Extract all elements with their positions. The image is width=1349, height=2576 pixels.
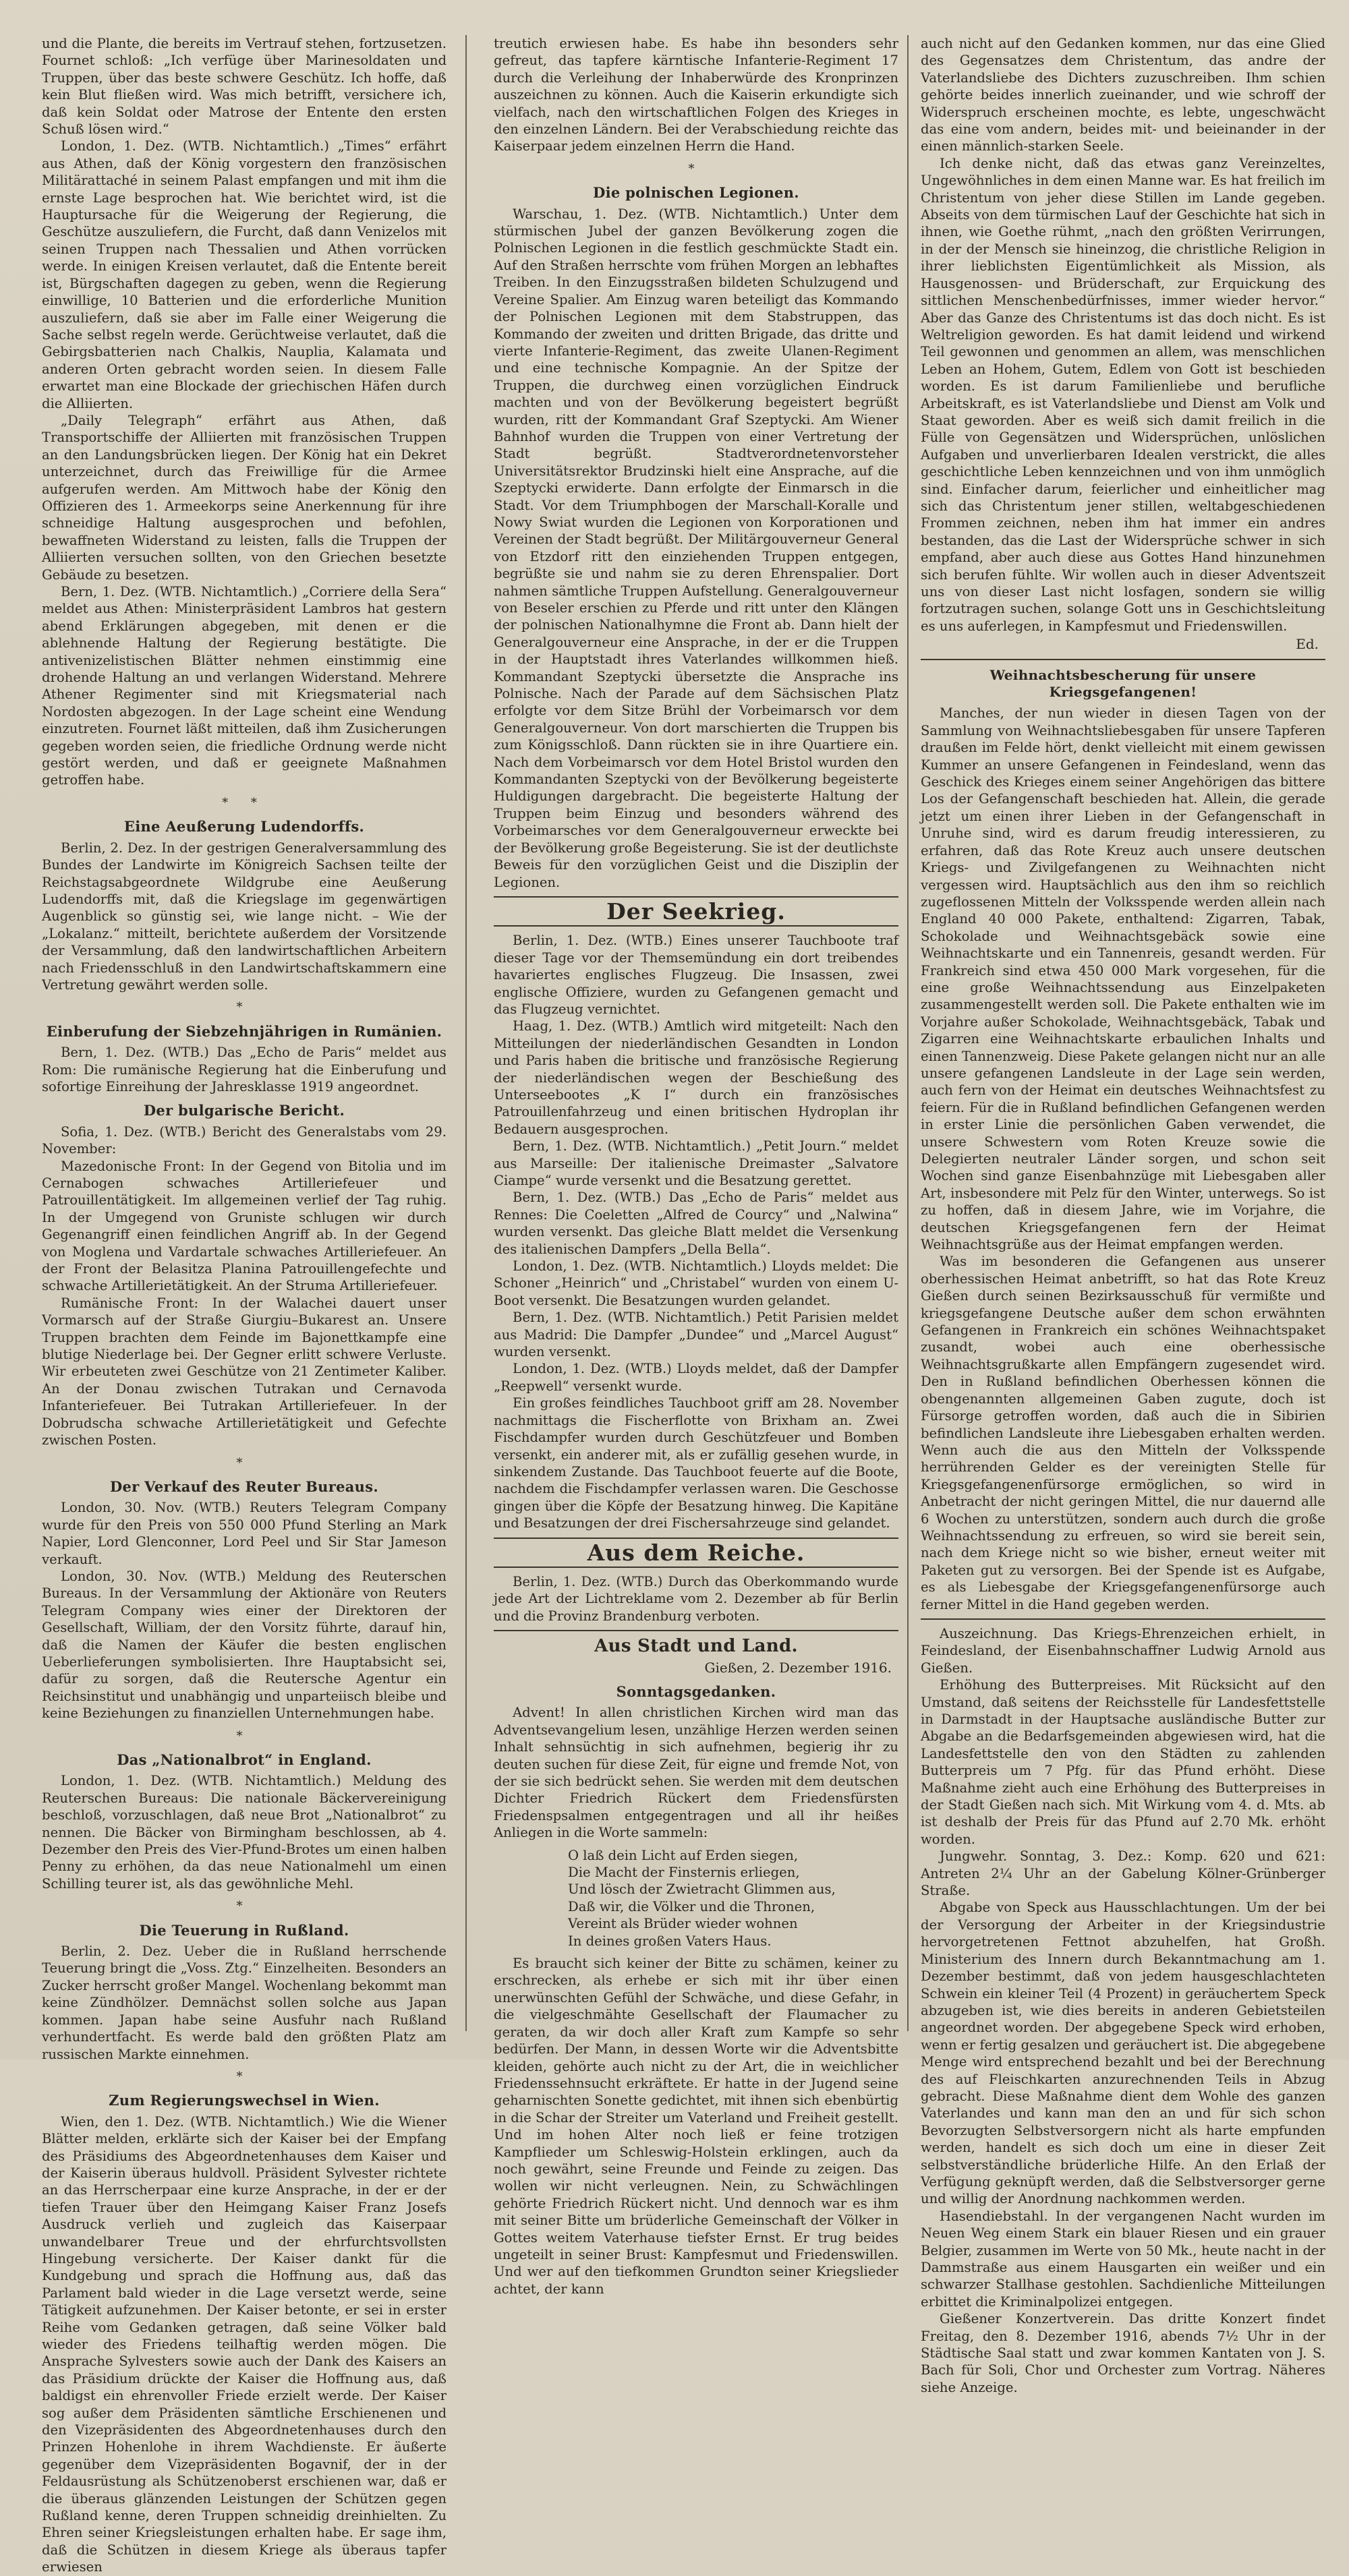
article-paragraph: Advent! In allen christlichen Kirchen wird man das Adventsevangelium lesen, unzählige Herzen werden seinen Inhalt sehnsüchtig in sich aufnehmen, begierig ihr zu deuten suchen für diese Zeit, für eigne und fremde Not, von der sie sich bedrückt sehen. Sie werden mit dem deutschen Dichter Friedrich Rückert dem Friedensfürsten Friedenspsalmen entgegentragen und all ihr heißes Anliegen in die Worte sammeln: — [494, 1705, 898, 1841]
section-rule — [494, 1538, 898, 1539]
headline-nationalbrot: Das „Nationalbrot“ in England. — [117, 1751, 372, 1768]
section-divider: * — [236, 2069, 252, 2084]
article-paragraph: auch nicht auf den Gedanken kommen, nur das eine Glied des Gegensatzes dem Christentum, das andre der Vaterlandsliebe des Dichters zuzuschreiben. Ihm schien gehörte beides innerlich zueinander, und wie schroff der Widerspruch erscheinen mochte, es lebte, ungeschwächt das eine vom andern, beides mit- und beieinander in der einen männlich-starken Seele. — [921, 36, 1325, 154]
article-paragraph: Sofia, 1. Dez. (WTB.) Bericht des Generalstabs vom 29. November: — [42, 1123, 447, 1157]
article-paragraph: Mazedonische Front: In der Gegend von Bitolia und im Cernabogen schwaches Artilleriefeuer und Patrouillentätigkeit. Im allgemeinen verlief der Tag ruhig. In der Umgegend von Gruniste schlugen wir durch Gegenangriff einen feindlichen Angriff ab. In der Gegend von Moglena und Vardartale schwaches Artilleriefeuer. An der Front der Belasitza Planina Patrouillengefechte und schwache Artillerietätigkeit. An der Struma Artilleriefeuer. — [42, 1158, 447, 1294]
section-divider: * — [688, 161, 704, 176]
section-rule — [494, 1630, 898, 1631]
article-paragraph: Bern, 1. Dez. (WTB. Nichtamtlich.) „Corriere della Sera“ meldet aus Athen: Ministerpräsident Lambros hat gestern abend Erklärungen abgegeben, mit denen er die ablehnende Haltung der Regierung bestätigte. Die antivenizelistischen Blätter nehmen einstimmig eine drohende Haltung an und verlangen Widerstand. Mehrere Athener Regimenter sind mit Kriegsmaterial nach Nordosten abgezogen. In der Lage scheint eine Wendung einzutreten. Fournet läßt mitteilen, daß ihm Zusicherungen gegeben worden seien, die friedliche Ordnung werde nicht gestört werden, und daß er geeignete Maßnahmen getroffen habe. — [42, 584, 447, 788]
article-paragraph: Warschau, 1. Dez. (WTB. Nichtamtlich.) Unter dem stürmischen Jubel der ganzen Bevölkerung zogen die Polnischen Legionen in die festlich geschmückte Stadt ein. Auf den Straßen herrschte vom frühen Morgen an lebhaftes Treiben. In den Einzugsstraßen bildeten Schulzugend und Vereine Spalier. Am Einzug waren beteiligt das Kommando der Polnischen Legionen mit dem Stabstruppen, das Kommando der zweiten und dritten Brigade, das dritte und vierte Infanterie-Regiment, das zweite Ulanen-Regiment und eine technische Kompagnie. An der Spitze der Truppen, die durchweg einen vorzüglichen Eindruck machten und von der Bevölkerung begeistert begrüßt wurden, ritt der Kommandant Graf Szeptycki. Am Wiener Bahnhof wurden die Truppen von einer Vertretung der Stadt begrüßt. Stadtverordnetenvorsteher Universitätsrektor Brudzinski hielt eine Ansprache, auf die Szeptycki erwiderte. Dann erfolgte der Einmarsch in die Stadt. Vor dem Triumphbogen der Marschall-Koralle und Nowy Swiat wurden die Legionen von Korporationen und Vereinen der Stadt begrüßt. Der Militärgouverneur General von Etzdorf ritt den einziehenden Truppen entgegen, begrüßte sie und nahm sie zu deren Ehrenspalier. Dort nahmen sämtliche Truppen Aufstellung. Generalgouverneur von Beseler erschien zu Pferde und ritt unter den Klängen der polnischen Nationalhymne die Front ab. Dann hielt der Generalgouverneur eine Ansprache, in der er die Truppen in der Hauptstadt ihres Vaterlandes willkommen hieß. Kommandant Szeptycki übersetzte die Ansprache ins Polnische. Nach der Parade auf dem Sächsischen Platz erfolgte vor dem Sitze Brühl der Vorbeimarsch vor dem Generalgouverneur. Von dort marschierten die Truppen bis zum Königsschloß. Dann rückten sie in ihre Quartiere ein. Nach dem Vorbeimarsch vor dem Hotel Bristol wurden den Kommandanten Szeptycki von der Bevölkerung begeisterte Huldigungen dargebracht. Die begeisterte Haltung der Truppen beim Einzug und besonders während des Vorbeimarsches vor dem Generalgouverneur erweckte bei der Bevölkerung große Begeisterung. Sie ist der deutlichste Beweis für den vorzüglichen Geist und die Disziplin der Legionen. — [494, 206, 898, 890]
section-divider: * * — [222, 795, 266, 810]
section-divider: * — [236, 1899, 252, 1914]
article-paragraph: London, 1. Dez. (WTB. Nichtamtlich.) Meldung des Reuterschen Bureaus: Die nationale Bäckervereinigung beschloß, vorzuschlagen, daß neue Brot „Nationalbrot“ zu nennen. Die Bäcker von Birmingham beschlossen, ab 4. Dezember den Preis des Vier-Pfund-Brotes um einen halben Penny zu erhöhen, da das neue Nationalmehl um einen Schilling teurer ist, als das gewöhnliche Mehl. — [42, 1773, 447, 1892]
article-paragraph: Manches, der nun wieder in diesen Tagen von der Sammlung von Weihnachtsliebesgaben für unsere Tapferen draußen im Felde hört, denkt vielleicht mit einem gewissen Kummer an unsere Gefangenen in Feindesland, wenn das Geschick des Krieges einem seiner Angehörigen das bittere Los der Gefangenschaft beschieden hat. Allein, die gerade jetzt um einen ihrer Lieben in der Gefangenschaft in Unruhe sind, wird es darum freudig interessieren, zu erfahren, daß das Rote Kreuz auch unsere deutschen Kriegs- und Zivilgefangenen zu Weihnachten nicht vergessen wird. Hauptsächlich aus den ihm so reichlich zugeflossenen Mitteln der Volksspende werden allein nach England 40 000 Pakete, enthaltend: Zigarren, Tabak, Schokolade und Weihnachtsgebäck sowie eine Weihnachtskarte und ein Tannenreis, gesandt werden. Für Frankreich sind etwa 450 000 Mark vorgesehen, für die eine große Weihnachtssendung aus Einzelpaketen zusammengestellt werden soll. Die Pakete enthalten wie im Vorjahre außer Schokolade, Weihnachtsgebäck, Tabak und Zigarren eine Weihnachtskarte erbaulichen Inhalts und einen Tannenzweig. Diese Pakete gelangen nicht nur an alle unsere gefangenen Landsleute in der Lage sein werden, auch fern von der Heimat ein deutsches Weihnachtsfest zu feiern. Für die in Rußland befindlichen Gefangenen werden in erster Linie die persönlichen Gaben verwendet, die unsere Schwestern vom Roten Kreuze sowie die Delegierten neutraler Länder sorgen, und schon seit Wochen sind ganze Eisenbahnzüge mit Liebesgaben aller Art, insbesondere mit Pelz für den Winter, unterwegs. So ist zu hoffen, daß in diesem Jahre, wie im Vorjahre, die deutschen Kriegsgefangenen fern der Heimat Weihnachtsgrüße aus der Heimat empfangen werden. — [921, 705, 1325, 1253]
headline-ludendorff: Eine Aeußerung Ludendorffs. — [123, 818, 365, 836]
article-paragraph: Berlin, 1. Dez. (WTB.) Durch das Oberkommando wurde jede Art der Lichtreklame vom 2. Dezember ab für Berlin und die Provinz Brandenburg verboten. — [494, 1573, 898, 1624]
article-paragraph: Wien, den 1. Dez. (WTB. Nichtamtlich.) Wie die Wiener Blätter melden, erklärte sich der Kaiser bei der Empfang des Präsidiums des Abgeordnetenhauses dem Kaiser und der Kaiserin überaus huldvoll. Präsident Sylvester richtete an das Herrscherpaar eine kurze Ansprache, in der er der tiefen Trauer über den Heimgang Kaiser Franz Josefs Ausdruck verlieh und zugleich das Kaiserpaar unwandelbarer Treue und der ehrfurchtsvollsten Hingebung versicherte. Der Kaiser dankt für die Kundgebung und sprach die Hoffnung aus, daß das Parlament bald wieder in die Lage versetzt werde, seine Tätigkeit aufzunehmen. Der Kaiser betonte, er sei in erster Reihe vom Gedanken getragen, daß seine Völker bald wieder des Friedens teilhaftig werden mögen. Die Ansprache Sylvesters sowie auch der Dank des Kaisers an das Präsidium drückte der Kaiser die Hoffnung aus, daß baldigst ein ehrenvoller Friede erzielt werde. Der Kaiser sog außer dem Präsidenten sämtliche Erschienenen und den Vizepräsidenten des Abgeordnetenhauses durch den Prinzen Hohenlohe in ihrem Wachdienste. Er äußerte gegenüber dem Vizepräsidenten Bogavnif, der in der Feldausrüstung als Schützenoberst erschienen war, daß er die überaus glänzenden Leistungen der Schützen gegen Rußland kenne, deren Truppen schneidig dreinhielten. Zu Ehren seiner Kriegsleistungen erhalten habe. Er sage ihm, daß die Schützen in diesem Kriege als überaus tapfer erwiesen — [42, 2113, 447, 2575]
section-rule — [494, 1567, 898, 1568]
article-paragraph: Rumänische Front: In der Walachei dauert unser Vormarsch auf der Straße Giurgiu–Bukarest an. Unsere Truppen brachten dem Feinde im Bajonettkampfe eine blutige Niederlage bei. Der Gegner erlitt schwere Verluste. Wir erbeuteten zwei Geschütze von 21 Zentimeter Kaliber. An der Donau zwischen Tutrakan und Cernavoda Infanteriefeuer. Bei Tutrakan Artilleriefeuer. In der Dobrudscha schwache Artillerietätigkeit und Gefechte zwischen Posten. — [42, 1295, 447, 1448]
article-paragraph: London, 1. Dez. (WTB. Nichtamtlich.) „Times“ erfährt aus Athen, daß der König vorgestern den französischen Militärattaché in seinem Palast empfangen und mit ihm die ernste Lage besprochen hat. Wie berichtet wird, ist die Hauptursache für die Weigerung der Regierung, die Geschütze auszuliefern, die Furcht, daß dann Venizelos mit seinen Truppen nach Thessalien und Athen vorrücken werde. In einigen Kreisen verlautet, daß die Entente bereit ist, Bürgschaften dagegen zu geben, wenn die Regierung einwillige, 10 Batterien und die erforderliche Munition auszuliefern, daß sie aber im Falle einer Weigerung die Sache selbst regeln werde. Gerüchtweise verlautet, daß die Gebirgsbatterien nach Chalkis, Nauplia, Kalamata und anderen Orten gebracht worden seien. In diesem Falle erwartet man eine Blockade der griechischen Häfen durch die Alliierten. — [42, 138, 447, 411]
headline-reuter: Der Verkauf des Reuter Bureaus. — [110, 1477, 378, 1495]
article-paragraph: Haag, 1. Dez. (WTB.) Amtlich wird mitgeteilt: Nach den Mitteilungen der niederländischen Gesandten in London und Paris haben die britische und französische Regierung der niederländischen wegen der Beschießung des Unterseebootes „K I“ durch ein französisches Patrouillenfahrzeug und einen britischen Hydroplan ihr Bedauern ausgesprochen. — [494, 1018, 898, 1137]
article-paragraph: und die Plante, die bereits im Vertrauf stehen, fortzusetzen. Fournet schloß: „Ich verfüge über Marinesoldaten und Truppen, über das beste schwere Geschütz. Ich hoffe, daß kein Blut fließen wird. Was mich betrifft, versichere ich, daß kein Soldat oder Matrose der Entente den ersten Schuß lösen wird.“ — [42, 36, 447, 138]
column-2 — [494, 35, 898, 2297]
article-paragraph: Ein großes feindliches Tauchboot griff am 28. November nachmittags die Fischerflotte von Brixham an. Zwei Fischdampfer wurden durch Geschützfeuer und Bomben versenkt, ein anderer mit, als er zufällig gesehen wurde, in sinkendem Zustande. Das Tauchboot feuerte auf die Boote, nachdem die Fischdampfer verlassen waren. Die Geschosse gingen über die Köpfe der Besatzung hinweg. Die Kapitäne und Besatzungen der drei Fischersahrzeuge sind gelandet. — [494, 1395, 898, 1531]
article-paragraph: London, 1. Dez. (WTB. Nichtamtlich.) Lloyds meldet: Die Schoner „Heinrich“ und „Christabel“ wurden von einem U-Boot versenkt. Die Besatzungen wurden gelandet. — [494, 1258, 898, 1308]
section-rule — [921, 1618, 1325, 1620]
news-item: Jungwehr. Sonntag, 3. Dez.: Komp. 620 und 621: Antreten 2¼ Uhr an der Gabelung Kölner-Grünberger Straße. — [921, 1848, 1325, 1899]
poem — [568, 1847, 898, 1950]
poem-line: O laß dein Licht auf Erden siegen, — [568, 1847, 799, 1863]
news-item: Abgabe von Speck aus Hausschlachtungen. Um der bei der Versorgung der Arbeiter in der Kriegsindustrie hervorgetretenen Fettnot abzuhelfen, hat Großh. Ministerium des Innern durch Bekanntmachung am 1. Dezember bestimmt, daß von jedem hausgeschlachteten Schwein ein kleiner Teil (4 Prozent) in geräuchertem Speck abzugeben ist, wie dies bereits in anderen Gebietsteilen angeordnet worden. Der abgegebene Speck wird erhoben, wenn er fertig gesalzen und geräuchert ist. Die abgegebene Menge wird entsprechend bezahlt und bei der Berechnung des auf Fleischkarten anzurechnenden Teils in Abzug gebracht. Diese Maßnahme dient dem Wohle des ganzen Vaterlandes und kann man den an und für sich schon Bevorzugten Selbstversorgern nicht als harte empfunden werden, handelt es sich doch um eine in dieser Zeit selbstverständliche brüderliche Hilfe. An den Erlaß der Verfügung geknüpft werden, daß die Selbstversorger gerne und willig der Anordnung nachkommen werden. — [921, 1900, 1325, 2207]
news-item: Hasendiebstahl. In der vergangenen Nacht wurden im Neuen Weg einem Stark ein blauer Riesen und ein grauer Belgier, zusammen im Werte von 50 Mk., heute nacht in der Dammstraße aus einem Hausgarten ein weißer und ein schwarzer Stallhase gestohlen. Sachdienliche Mitteilungen erbittet die Kriminalpolizei entgegen. — [921, 2208, 1325, 2310]
section-rule — [921, 659, 1325, 660]
section-rule — [494, 896, 898, 898]
poem-line: Vereint als Brüder wieder wohnen — [568, 1916, 798, 1932]
section-divider: * — [236, 1455, 252, 1470]
dateline: Gießen, 2. Dezember 1916. — [704, 1659, 892, 1676]
article-paragraph: Berlin, 2. Dez. In der gestrigen Generalversammlung des Bundes der Landwirte im Königreich Sachsen teilte der Reichstagsabgeordnete Wildgrube eine Aeußerung Ludendorffs mit, daß die Kriegslage im gegenwärtigen Augenblick so günstig sei, wie lange nicht. – Wie der „Lokalanz.“ mitteilt, berichtete außerdem der Vorsitzende der Versammlung, daß den landwirtschaftlichen Arbeitern nach Friedensschluß in den Landwirtschaftskammern eine Vertretung gewährt werden solle. — [42, 840, 447, 993]
article-paragraph: Was im besonderen die Gefangenen aus unserer oberhessischen Heimat anbetrifft, so hat das Rote Kreuz Gießen durch seinen Bezirksausschuß für vermißte und kriegsgefangene Deutsche außer dem schon erwähnten Gefangenen in Frankreich ein schönes Weihnachtspaket zusandt, wobei auch eine oberhessische Weihnachtsgrußkarte allen Empfängern zugesendet wird. Den in Rußland befindlichen Oberhessen können die obengenannten allgemeinen Gaben zugute, doch ist Fürsorge getroffen worden, daß auch die in Sibirien befindlichen Landsleute ihre Liebesgaben erhalten werden. Wenn auch die aus den Mitteln der Volksspende herrührenden Gelder es der vereinigten Stelle für Kriegsgefangenenfürsorge ermöglichen, so wird in Anbetracht der nicht geringen Mittel, die nur dauernd alle 6 Wochen zu unterstützen, sondern auch durch die große Weihnachtssendung zu erfreuen, so wird sie bereit sein, nach dem Kriege nicht so wie bisher, erneut weiter mit Paketen gut zu versorgen. Bei der Spende ist es Aufgabe, es als Liebesgabe der Kriegsgefangenenfürsorge auch ferner Mittel in die Hand gegeben werden. — [921, 1254, 1325, 1612]
column-rule — [907, 35, 909, 2031]
headline-rumaenien: Einberufung der Siebzehnjährigen in Rumänien. — [46, 1022, 442, 1040]
article-paragraph: London, 30. Nov. (WTB.) Reuters Telegram Company wurde für den Preis von 550 000 Pfund Sterling an Mark Napier, Lord Glenconner, Lord Peel und Sir Star Jameson verkauft. — [42, 1500, 447, 1567]
column-1 — [42, 35, 447, 2575]
article-paragraph: Bern, 1. Dez. (WTB.) Das „Echo de Paris“ meldet aus Rom: Die rumänische Regierung hat die Einberufung und sofortige Einreihung der Jahresklasse 1919 angeordnet. — [42, 1045, 447, 1094]
news-item: Gießener Konzertverein. Das dritte Konzert findet Freitag, den 8. Dezember 1916, abends 7½ Uhr in der Städtische Saal statt und zwar kommen Kantaten von J. S. Bach für Soli, Chor und Orchester zum Vortrag. Näheres siehe Anzeige. — [921, 2311, 1325, 2395]
news-item: Erhöhung des Butterpreises. Mit Rücksicht auf den Umstand, daß seitens der Reichsstelle für Landesfettstelle in Darmstadt in der Hauptsache ausländische Butter zur Abgabe an die Bedarfsgemeinden abgewiesen wird, hat die Landesfettstelle den von den Städten zu zahlenden Butterpreis um 7 Pfg. für das Pfund erhöht. Diese Maßnahme zieht auch eine Erhöhung des Butterpreises in der Stadt Gießen nach sich. Mit Wirkung vom 4. d. Mts. ab ist deshalb der Preis für das Pfund auf 2.70 Mk. erhöht worden. — [921, 1677, 1325, 1847]
headline-legionen: Die polnischen Legionen. — [593, 184, 799, 202]
poem-line: In deines großen Vaters Haus. — [568, 1933, 772, 1949]
poem-line: Und lösch der Zwietracht Glimmen aus, — [568, 1881, 836, 1898]
article-paragraph: „Daily Telegraph“ erfährt aus Athen, daß Transportschiffe der Alliierten mit französischen Truppen an den Landungsbrücken liegen. Der König hat ein Dekret unterzeichnet, durch das Freiwillige für die Armee aufgerufen werden. Am Mittwoch habe der König den Offizieren des 1. Armeekorps seine Anerkennung für ihre schneidige Haltung ausgesprochen und befohlen, bewaffneten Widerstand zu leisten, falls die Truppen der Alliierten versuchen sollten, von den Griechen besetzte Gebäude zu besetzen. — [42, 412, 447, 583]
headline-weihnacht: Weihnachtsbescherung für unsere Kriegsgefangenen! — [989, 666, 1257, 701]
article-paragraph: Bern, 1. Dez. (WTB.) Das „Echo de Paris“ meldet aus Rennes: Die Coeletten „Alfred de Courcy“ und „Nalwina“ wurden versenkt. Das gleiche Blatt meldet die Versenkung des italienischen Dampfers „Della Bella“. — [494, 1190, 898, 1257]
article-paragraph: London, 1. Dez. (WTB.) Lloyds meldet, daß der Dampfer „Reepwell“ versenkt wurde. — [494, 1361, 898, 1394]
news-item: Auszeichnung. Das Kriegs-Ehrenzeichen erhielt, in Feindesland, der Eisenbahnschaffner Ludwig Arnold aus Gießen. — [921, 1625, 1325, 1676]
article-paragraph: Ich denke nicht, daß das etwas ganz Vereinzeltes, Ungewöhnliches in dem einen Manne war. Es hat freilich im Christentum von jeher diese Stillen im Lande gegeben. Abseits von dem türmischen Lauf der Geschichte hat sich in ihnen, wie Goethe rühmt, „nach den größten Verirrungen, in der der Mensch sie hineinzog, die christliche Religion in ihrer lieblichsten Eigentümlichkeit als Mission, als Hausgenossen- und Brüderschaft, zur Erquickung des sittlichen Menschenbedürfnisses, immer wieder hervor.“ Aber das Ganze des Christentums ist das doch nicht. Es ist Weltreligion geworden. Es hat damit leidend und wirkend Teil gewonnen und genommen an allem, was menschlichen Leben an Hohem, Gutem, Edlem von Gott ist beschieden worden. Es ist darum Familienliebe und berufliche Arbeitskraft, es ist Vaterlandsliebe und Dienst am Volk und Staat geworden. Aber es weiß sich damit freilich in die Fülle von Gegensätzen und Widersprüchen, unlöslichen Aufgaben und unverlierbaren Idealen verstrickt, die alles geschichtliche Leben kennzeichnen und von ihm unmöglich sind. Einfacher darum, feierlicher und einheitlicher mag sich das Christentum jener stillen, weltabgeschiedenen Frommen zeichnen, neben ihm hat immer ein andres bestanden, das die Last der Widersprüche schwer in sich empfand, aber auch diese aus Gottes Hand hinzunehmen sich berufen fühlte. Wir wollen auch in dieser Adventszeit uns von dieser Last nicht losfagen, sondern sie willig fortzutragen suchen, solange Gott uns in Geschichtsleitung es uns auferlegen, in Kampfesmut und Friedenswillen. — [921, 155, 1325, 634]
headline-seekrieg: Der Seekrieg. — [606, 898, 786, 925]
headline-reiche: Aus dem Reiche. — [587, 1539, 805, 1566]
headline-teuerung: Die Teuerung in Rußland. — [139, 1921, 349, 1939]
headline-stadt: Aus Stadt und Land. — [594, 1636, 798, 1657]
article-paragraph: treutich erwiesen habe. Es habe ihn besonders sehr gefreut, das tapfere kärntische Infanterie-Regiment 17 durch die Verleihung der Inhaberwürde des Kronprinzen auszeichnen zu können. Auch die Kaiserin erkundigte sich vielfach, nach den wirtschaftlichen Folgen des Krieges in den einzelnen Ländern. Bei der Verabschiedung reichte das Kaiserpaar jedem einzelnen Herrn die Hand. — [494, 36, 898, 154]
article-paragraph: Bern, 1. Dez. (WTB. Nichtamtlich.) Petit Parisien meldet aus Madrid: Die Dampfer „Dundee“ und „Marcel August“ wurden versenkt. — [494, 1310, 898, 1360]
column-rule — [465, 35, 467, 2031]
section-divider: * — [236, 1728, 252, 1743]
section-divider: * — [236, 1000, 252, 1015]
poem-line: Daß wir, die Völker und die Thronen, — [568, 1898, 815, 1914]
article-paragraph: London, 30. Nov. (WTB.) Meldung des Reuterschen Bureaus. In der Versammlung der Aktionäre von Reuters Telegram Company wies einer der Direktoren der Gesellschaft, William, der den Vorsitz führte, darauf hin, daß die Namen der Käufer die besten englischen Ueberlieferungen symbolisierten. Ihre Hauptabsicht sei, dafür zu sorgen, daß die Reutersche Agentur ein Reichsinstitut und unabhängig und unparteiisch bleibe und keine Beziehungen zu finanziellen Unternehmungen habe. — [42, 1568, 447, 1722]
column-3 — [921, 35, 1325, 2395]
article-paragraph: Es braucht sich keiner der Bitte zu schämen, keiner zu erschrecken, als erhebe er sich mit ihr über einen unerwünschten Gefühl der Schwäche, und diese Gefahr, in die vielgeschmähte Gesellschaft der Flaumacher zu geraten, da wir doch aller Kraft zum Kampfe so sehr bedürfen. Der Mann, in dessen Worte wir die Adventsbitte kleiden, gehörte auch nicht zu der Art, die in weichlicher Friedenssehnsucht erkräftete. Er hatte in der Jugend seine geharnischten Sonette gedichtet, mit ihnen sich ebenbürtig in die Schar der Streiter um Vaterland und Freiheit gestellt. Und im hohen Alter noch ließ er feine trotzigen Kampflieder um Schleswig-Holstein erklingen, auch da noch gewährt, seine Freunde und Feinde zu zeigen. Das wollen wir nicht verleugnen. Nein, zu Schwächlingen gehörte Friedrich Rückert nicht. Und dennoch war es ihm mit seiner Bitte um brüderliche Gemeinschaft der Völker in Gottes weitem Vaterhause tiefster Ernst. Er trug beides ungeteilt in seiner Brust: Kampfesmut und Friedenswillen. Und wer auf den tiefkommen Grundton seiner Kriegslieder achtet, der kann — [494, 1956, 898, 2297]
headline-sonntag: Sonntagsgedanken. — [616, 1682, 776, 1700]
article-paragraph: Berlin, 1. Dez. (WTB.) Eines unserer Tauchboote traf dieser Tage vor der Themsemündung ein dort treibendes havariertes englisches Flugzeug. Die Insassen, zwei englische Offiziere, wurden zu Gefangenen gemacht und das Flugzeug vernichtet. — [494, 933, 898, 1017]
headline-wien: Zum Regierungswechsel in Wien. — [109, 2092, 380, 2109]
article-paragraph: Bern, 1. Dez. (WTB. Nichtamtlich.) „Petit Journ.“ meldet aus Marseille: Der italienische Dreimaster „Salvatore Ciampe“ wurde versenkt und die Besatzung gerettet. — [494, 1138, 898, 1188]
signature: Ed. — [1296, 636, 1319, 653]
section-rule — [494, 925, 898, 927]
article-paragraph: Berlin, 2. Dez. Ueber die in Rußland herrschende Teuerung bringt die „Voss. Ztg.“ Einzelheiten. Besonders an Zucker herrscht großer Mangel. Wochenlang bekommt man keine Zündhölzer. Demnächst sollen solche aus Japan kommen. Japan habe seine Ausfuhr nach Rußland verhundertfacht. Es werde bald den größten Platz am russischen Markte einnehmen. — [42, 1943, 447, 2062]
headline-bulgar: Der bulgarische Bericht. — [143, 1102, 345, 1119]
poem-line: Die Macht der Finsternis erliegen, — [568, 1865, 800, 1881]
